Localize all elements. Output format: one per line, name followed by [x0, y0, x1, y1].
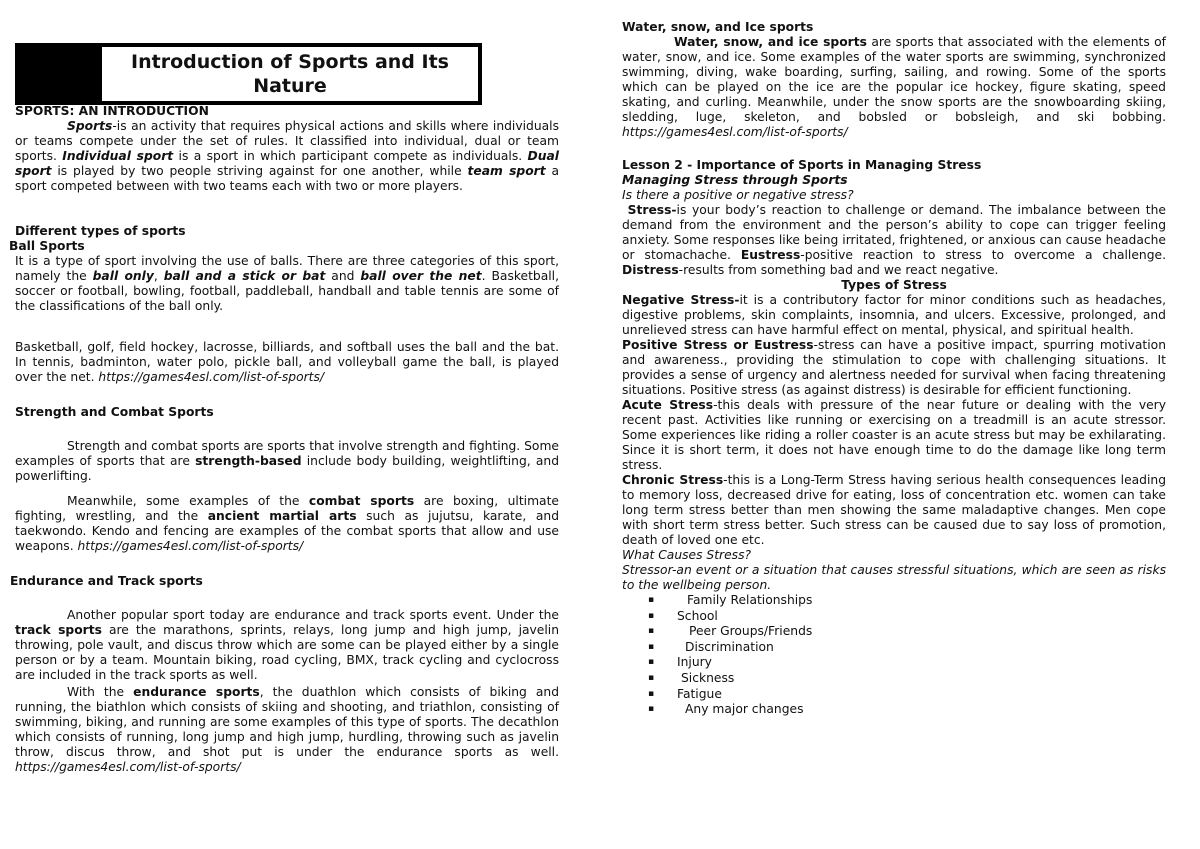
dual-definition: is played by two people striving against for one another, while: [51, 164, 468, 178]
lesson-heading: Lesson 2 - Importance of Sports in Managing Stress: [622, 158, 982, 172]
list-item-label: Discrimination: [685, 639, 774, 654]
text-run: are the marathons, sprints, relays, long jump and high jump, javelin throwing, pole vault, and discus throw which are some can be played either by a single person or by a team. Mountain biking, road cycling, BMX, track cycling and cyclocross are included in the track sports as well.: [15, 623, 560, 682]
source-link[interactable]: https://games4esl.com/list-of-sports/: [98, 370, 325, 384]
term-sports: Sports: [67, 119, 113, 133]
term-ball-and-stick: ball and a stick or bat: [163, 269, 326, 283]
water-heading: Water, snow, and Ice sports: [622, 20, 814, 34]
text-run: ,: [153, 269, 164, 283]
term-track-sports: track sports: [15, 623, 102, 637]
list-item: [622, 655, 1166, 671]
list-item-label: Peer Groups/Friends: [689, 624, 813, 639]
text-run: -positive reaction to stress to overcome a challenge.: [800, 248, 1166, 262]
term-ball-only: ball only: [92, 269, 154, 283]
list-item: [622, 624, 1166, 640]
term-water-snow-ice: Water, snow, and ice sports: [674, 35, 867, 49]
text-run: it is a contributory factor for minor conditions such as headaches, digestive problems, skin complaints, insomnia, and ulcers. Excessive, prolonged, and unrelieved stress can have harmful effect on mental, physical, and spiritual health.: [622, 293, 1166, 337]
text-run: . Basketball, soccer or football, bowling, football, paddleball, handball and table tennis are some of the classifications of the ball only.: [15, 269, 559, 313]
source-link[interactable]: https://games4esl.com/list-of-sports/: [77, 539, 304, 553]
term-stress: Stress-: [627, 203, 677, 217]
positive-stress-paragraph: [622, 338, 1166, 398]
lesson-question: Is there a positive or negative stress?: [622, 188, 854, 202]
term-individual-sport: Individual sport: [62, 149, 174, 163]
text-run: -results from something bad and we react negative.: [678, 263, 999, 277]
ball-sports-paragraph-2: [15, 340, 559, 385]
bullet-icon: ▪: [648, 595, 655, 605]
text-run: Basketball, golf, field hockey, lacrosse, billiards, and softball uses the ball and the bat. In tennis, badminton, water polo, pickle ball, and volleyball game the ball, is played over the net.: [15, 340, 559, 384]
bullet-icon: ▪: [648, 688, 655, 699]
intro-section: [15, 104, 559, 194]
term-team-sport: team sport: [467, 164, 546, 178]
ball-sports-section: [9, 224, 559, 314]
term-ancient-martial-arts: ancient martial arts: [207, 509, 357, 523]
stressor-list: [622, 593, 1166, 718]
text-run: include body building, weightlifting, and powerlifting.: [15, 454, 559, 483]
text-run: Another popular sport today are endurance and track sports event. Under the: [67, 608, 559, 622]
bullet-icon: ▪: [648, 657, 655, 668]
text-run: It is a type of sport involving the use of balls. There are three categories of this sport, namely the: [15, 254, 559, 283]
list-item: [622, 671, 1166, 687]
term-chronic-stress: Chronic Stress: [622, 473, 724, 487]
individual-definition: is a sport in which participant compete as individuals.: [173, 149, 528, 163]
source-link[interactable]: https://games4esl.com/list-of-sports/: [622, 125, 848, 139]
term-distress: Distress: [622, 263, 679, 277]
text-run: are sports that associated with the elements of water, snow, and ice. Some examples of the water sports are swimming, synchronized swimming, diving, wake boarding, surfing, sailing, and rowing. Some of the sports which can be played on the ice are the popular ice hockey, figure skating, speed skating, and curling. Meanwhile, under the snow sports are the snowboarding skiing, sledding, luge, skeleton, and bobsled or bobsleigh, and ski bobbing.: [622, 35, 1166, 124]
ball-sports-heading: Ball Sports: [9, 239, 85, 253]
list-item: [622, 609, 1166, 625]
endurance-paragraph-1: [15, 608, 559, 683]
endurance-paragraph-2: [15, 685, 559, 775]
text-run: -stress can have a positive impact, spurring motivation and awareness., providing the stimulation to cope with challenging situations. It provides a sense of urgency and alertness needed for survival when facing threatening situations. Positive stress (as against distress) is desirable for efficient functioning.: [622, 338, 1166, 397]
term-endurance-sports: endurance sports: [133, 685, 260, 699]
term-eustress: Eustress: [740, 248, 801, 262]
list-item-label: School: [677, 608, 718, 623]
list-item: [622, 702, 1166, 718]
term-acute-stress: Acute Stress: [622, 398, 714, 412]
text-run: are boxing, ultimate fighting, wrestling, and the: [15, 494, 559, 523]
chronic-stress-paragraph: [622, 473, 1166, 548]
stressor-definition: Stressor-an event or a situation that causes stressful situations, which are seen as risks to the wellbeing person.: [622, 563, 1166, 592]
list-item-label: Family Relationships: [687, 593, 813, 607]
term-dual-sport: Dual sport: [15, 149, 559, 178]
strength-paragraph-2: [15, 494, 559, 554]
text-run: , the duathlon which consists of biking and running, the biathlon which consists of skiing and shooting, and triathlon, consisting of swimming, biking, and running are some examples of this type of sports. The decathlon which consists of running, long jump and high jump, hurdling, throwing such as javelin throw, discus throw, and shot put is under the endurance sports as well.: [15, 685, 560, 759]
water-paragraph: [622, 35, 1166, 140]
types-of-stress-heading: Types of Stress: [841, 278, 947, 292]
list-item: [622, 640, 1166, 656]
text-run: -this is a Long-Term Stress having serious health consequences leading to memory loss, decreased drive for eating, loss of concentration etc. women can take long term stress better than men showing the same maladaptive changes. Men cope with short term stress better. Such stress can be caused due to say loss of promotion, death of loved one etc.: [622, 473, 1167, 547]
text-run: and: [325, 269, 361, 283]
list-item-label: Any major changes: [685, 702, 804, 717]
negative-stress-paragraph: [622, 293, 1166, 338]
term-ball-over-net: ball over the net: [360, 269, 482, 283]
text-run: such as jujutsu, karate, and taekwondo. Kendo and fencing are examples of the combat sports that allow and use weapons.: [15, 509, 559, 553]
list-item-label: Fatigue: [677, 686, 722, 701]
team-definition: a sport competed between with two teams each with two or more players.: [15, 164, 560, 193]
page-title: Introduction of Sports and Its Nature: [102, 47, 478, 101]
acute-stress-paragraph: [622, 398, 1166, 473]
stress-section: [622, 158, 1166, 718]
bullet-icon: ▪: [648, 626, 655, 637]
intro-heading: SPORTS: AN INTRODUCTION: [15, 104, 209, 118]
strength-heading: Strength and Combat Sports: [15, 405, 214, 419]
bullet-icon: ▪: [648, 641, 655, 652]
water-section: [622, 20, 1166, 140]
term-combat-sports: combat sports: [308, 494, 415, 508]
term-strength-based: strength-based: [195, 454, 302, 468]
list-item: [622, 593, 1166, 609]
source-link[interactable]: https://games4esl.com/list-of-sports/: [15, 760, 241, 774]
sports-definition: -is an activity that requires physical actions and skills where individuals or teams compete under the set of rules. It classified into individual, dual or team sports.: [15, 119, 559, 163]
bullet-icon: ▪: [648, 704, 655, 715]
types-heading: Different types of sports: [15, 224, 186, 238]
strength-paragraph-1: [15, 439, 559, 484]
intro-paragraph: [15, 119, 559, 194]
list-item: [622, 687, 1166, 703]
bullet-icon: ▪: [648, 672, 655, 683]
stress-paragraph: [622, 203, 1166, 278]
text-run: -this deals with pressure of the near future or dealing with the very recent past. Activities like running or exercising on a treadmill is an acute stressor. Some experiences like riding a roller coaster is an acute stress but may be exhilarating. Since it is short term, it does not have enough time to do the damage like long term stress.: [622, 398, 1166, 472]
text-run: With the: [67, 685, 134, 699]
text-run: Meanwhile, some examples of the: [67, 494, 309, 508]
bullet-icon: ▪: [648, 610, 655, 621]
text-run: Strength and combat sports are sports that involve strength and fighting. Some examples of sports that are: [15, 439, 559, 468]
term-negative-stress: Negative Stress-: [622, 293, 740, 307]
list-item-label: Sickness: [681, 670, 735, 685]
title-banner: [15, 43, 482, 105]
term-positive-stress: Positive Stress or Eustress: [622, 338, 814, 352]
text-run: is your body’s reaction to challenge or demand. The imbalance between the demand from the environment and the person’s ability to cope can trigger feeling anxiety. Some responses like being irritated, frightened, or anxious can cause headache or stomachache.: [622, 203, 1166, 262]
endurance-heading: Endurance and Track sports: [10, 574, 203, 588]
lesson-subheading: Managing Stress through Sports: [622, 173, 848, 187]
ball-sports-paragraph-1: [15, 254, 559, 314]
causes-question: What Causes Stress?: [622, 548, 752, 562]
list-item-label: Injury: [677, 655, 712, 670]
